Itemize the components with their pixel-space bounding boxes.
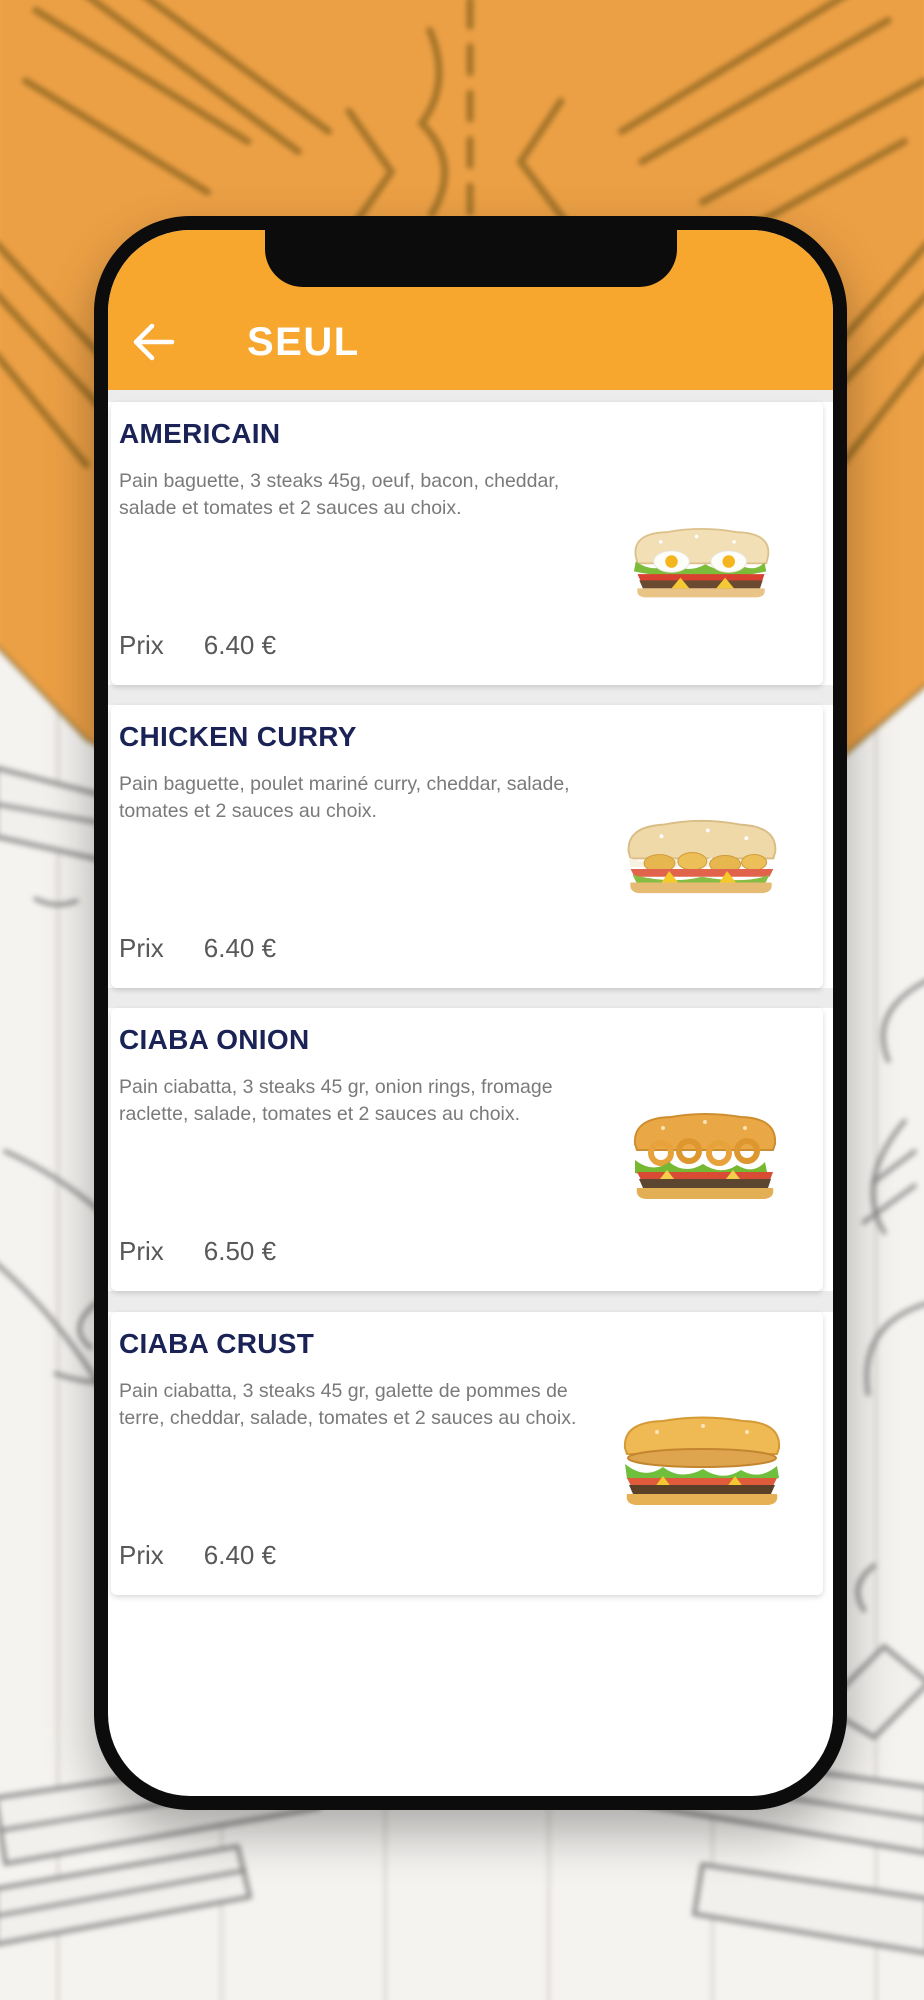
price-label: Prix: [119, 630, 164, 660]
price-label: Prix: [119, 1236, 164, 1266]
ciaba-crust-sandwich-image: [615, 1412, 789, 1510]
price-value: 6.40 €: [203, 630, 277, 660]
list-divider: [108, 390, 833, 402]
item-description: Pain ciabatta, 3 steaks 45 gr, onion rings, fromage raclette, salade, tomates et 2 sauces au choix.: [119, 1076, 553, 1125]
price-label: Prix: [119, 1540, 164, 1570]
phone-frame: [94, 216, 847, 1810]
item-title: CIABA CRUST: [119, 1328, 315, 1359]
list-divider: [108, 685, 833, 705]
price-row: [119, 1540, 276, 1571]
phone-notch: [265, 230, 677, 287]
list-divider: [108, 1291, 833, 1312]
price-value: 6.50 €: [203, 1236, 277, 1266]
price-label: Prix: [119, 933, 164, 963]
price-value: 6.40 €: [203, 933, 277, 963]
item-title: AMERICAIN: [119, 418, 281, 449]
menu-item-card[interactable]: [111, 1008, 823, 1291]
price-value: 6.40 €: [203, 1540, 277, 1570]
chicken-curry-sandwich-image: [615, 815, 787, 897]
list-divider: [108, 988, 833, 1008]
phone-screen: [108, 230, 833, 1796]
back-button[interactable]: [128, 318, 176, 366]
item-description: Pain ciabatta, 3 steaks 45 gr, galette de pommes de terre, cheddar, salade, tomates et 2 sauces au choix.: [119, 1380, 577, 1429]
price-row: [119, 1236, 276, 1267]
price-row: [119, 630, 276, 661]
arrow-left-icon: [128, 318, 176, 366]
page-title: SEUL: [247, 320, 360, 364]
item-description: Pain baguette, poulet mariné curry, cheddar, salade, tomates et 2 sauces au choix.: [119, 773, 570, 822]
americain-sandwich-image: [619, 524, 783, 600]
menu-item-card[interactable]: [111, 705, 823, 988]
price-row: [119, 933, 276, 964]
ciaba-onion-sandwich-image: [627, 1110, 783, 1204]
menu-item-card[interactable]: [111, 1312, 823, 1595]
menu-item-card[interactable]: [111, 402, 823, 685]
item-title: CHICKEN CURRY: [119, 721, 357, 752]
item-title: CIABA ONION: [119, 1024, 310, 1055]
item-description: Pain baguette, 3 steaks 45g, oeuf, bacon, cheddar, salade et tomates et 2 sauces au choix.: [119, 470, 560, 519]
